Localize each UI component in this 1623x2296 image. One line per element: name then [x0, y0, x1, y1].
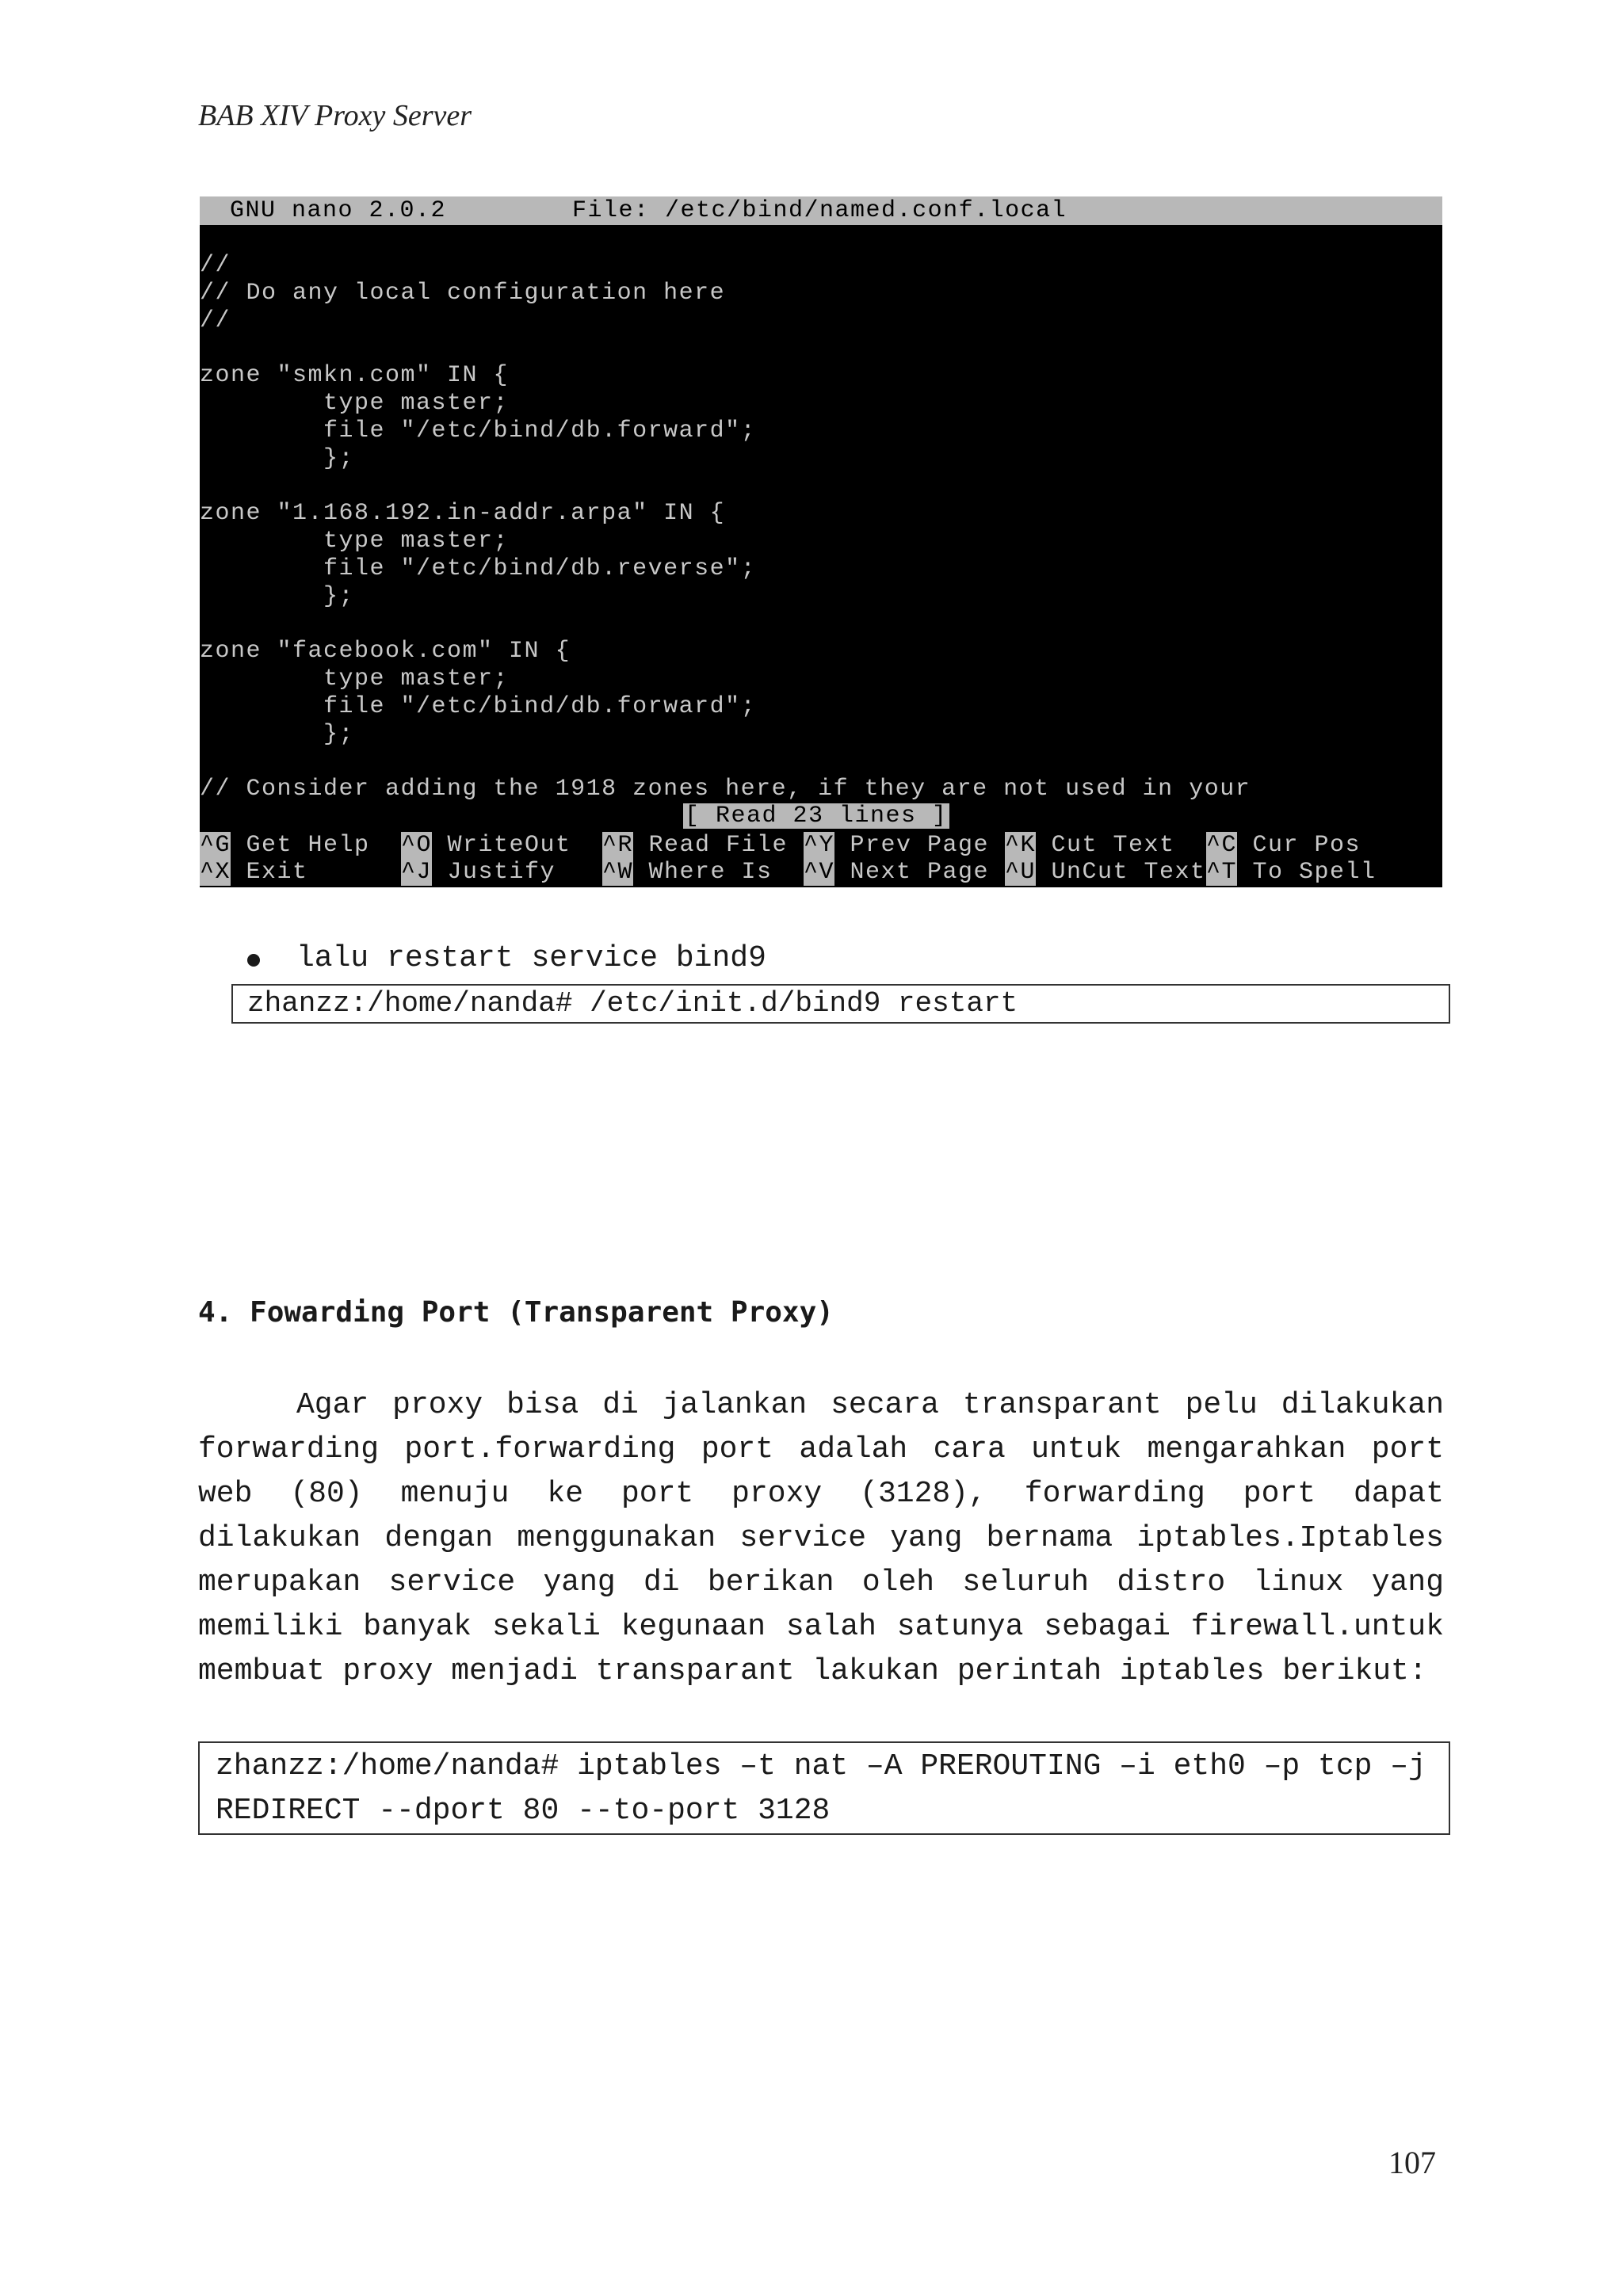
shortcut-label: Cut Text [1051, 832, 1175, 859]
shortcut-label: Where Is [648, 859, 773, 886]
nano-shortcut [1206, 832, 1361, 859]
shortcut-key: ^O [401, 832, 433, 859]
command-line-2: REDIRECT --dport 80 --to-port 3128 [216, 1794, 831, 1828]
shortcut-key: ^G [200, 832, 231, 859]
command-line-1: zhanzz:/home/nanda# iptables –t nat –A PREROUTING –i eth0 –p tcp –j [216, 1749, 1426, 1783]
nano-buffer-line [200, 334, 1442, 362]
nano-buffer-line: // [200, 307, 231, 334]
running-header: BAB XIV Proxy Server [198, 99, 472, 132]
nano-title-bar [200, 196, 1442, 225]
shortcut-key: ^V [804, 859, 835, 886]
nano-buffer-line: file "/etc/bind/db.forward"; [200, 417, 757, 444]
shortcut-key: ^U [1005, 859, 1037, 886]
nano-buffer-line [200, 748, 1442, 776]
nano-buffer-line: type master; [200, 527, 510, 555]
nano-shortcut-row-2 [200, 859, 1442, 886]
nano-buffer-line: type master; [200, 389, 510, 417]
shortcut-key: ^X [200, 859, 231, 886]
shortcut-key: ^W [602, 859, 634, 886]
nano-buffer-line: zone "smkn.com" IN { [200, 362, 510, 390]
nano-terminal-screenshot [200, 196, 1442, 887]
shortcut-label: Justify [447, 859, 556, 886]
shortcut-label: Get Help [246, 832, 370, 859]
page-number: 107 [1388, 2145, 1436, 2180]
shortcut-key: ^K [1005, 832, 1037, 859]
shortcut-key: ^Y [804, 832, 835, 859]
nano-buffer-line: }; [200, 582, 355, 610]
shortcut-key: ^C [1206, 832, 1238, 859]
bullet-dot [247, 954, 260, 967]
nano-buffer-line: // Consider adding the 1918 zones here, if they are not used in your [200, 776, 1251, 803]
nano-buffer-line [200, 472, 1442, 500]
nano-shortcut [401, 832, 571, 859]
nano-shortcut [401, 859, 556, 886]
nano-shortcut [602, 859, 773, 886]
shortcut-label: Next Page [850, 859, 990, 886]
shortcut-label: UnCut Text [1051, 859, 1206, 886]
nano-buffer-line: zone "1.168.192.in-addr.arpa" IN { [200, 500, 726, 528]
nano-buffer-line: }; [200, 444, 355, 472]
nano-shortcut [200, 832, 370, 859]
shortcut-key: ^T [1206, 859, 1238, 886]
nano-buffer-line: zone "facebook.com" IN { [200, 638, 571, 666]
nano-shortcut [1005, 832, 1175, 859]
nano-shortcut [1206, 859, 1377, 886]
nano-shortcut [804, 859, 989, 886]
shortcut-key: ^J [401, 859, 433, 886]
shortcut-label: Read File [648, 832, 789, 859]
nano-shortcut [804, 832, 989, 859]
nano-status-message: [ Read 23 lines ] [685, 803, 948, 830]
bullet-text: lalu restart service bind9 [296, 941, 766, 975]
nano-shortcut [200, 859, 308, 886]
nano-shortcut [1005, 859, 1206, 886]
nano-buffer-line: file "/etc/bind/db.reverse"; [200, 555, 757, 582]
nano-buffer-line: type master; [200, 665, 510, 692]
shortcut-label: To Spell [1252, 859, 1377, 886]
shortcut-label: Exit [246, 859, 308, 886]
body-paragraph: Agar proxy bisa di jalankan secara transparant pelu dilakukan forwarding port.forwarding port adalah cara untuk mengarahkan port web (80) menuju ke port proxy (3128), forwarding port dapat dilakukan dengan menggunakan service yang bernama iptables.Iptables merupakan service yang di berikan oleh seluruh distro linux yang memiliki banyak sekali kegunaan salah satunya sebagai firewall.untuk membuat proxy menjadi transparant lakukan perintah iptables berikut: [198, 1388, 1444, 1688]
command-box-iptables [198, 1741, 1450, 1835]
shortcut-label: Cur Pos [1252, 832, 1361, 859]
nano-version: GNU nano 2.0.2 [230, 197, 447, 224]
command-box-restart: zhanzz:/home/nanda# /etc/init.d/bind9 restart [231, 984, 1450, 1024]
section-heading: 4. Fowarding Port (Transparent Proxy) [198, 1296, 834, 1329]
nano-file-name: File: /etc/bind/named.conf.local [572, 197, 1067, 224]
nano-buffer-line: }; [200, 720, 355, 748]
shortcut-label: WriteOut [447, 832, 571, 859]
nano-buffer-line [200, 610, 1442, 638]
nano-shortcut [602, 832, 788, 859]
nano-buffer-line: file "/etc/bind/db.forward"; [200, 692, 757, 720]
nano-buffer-line: // [200, 252, 231, 279]
nano-buffer [200, 252, 1442, 803]
nano-buffer-line: // Do any local configuration here [200, 279, 726, 307]
shortcut-label: Prev Page [850, 832, 990, 859]
nano-shortcut-row-1 [200, 832, 1442, 859]
shortcut-key: ^R [602, 832, 634, 859]
